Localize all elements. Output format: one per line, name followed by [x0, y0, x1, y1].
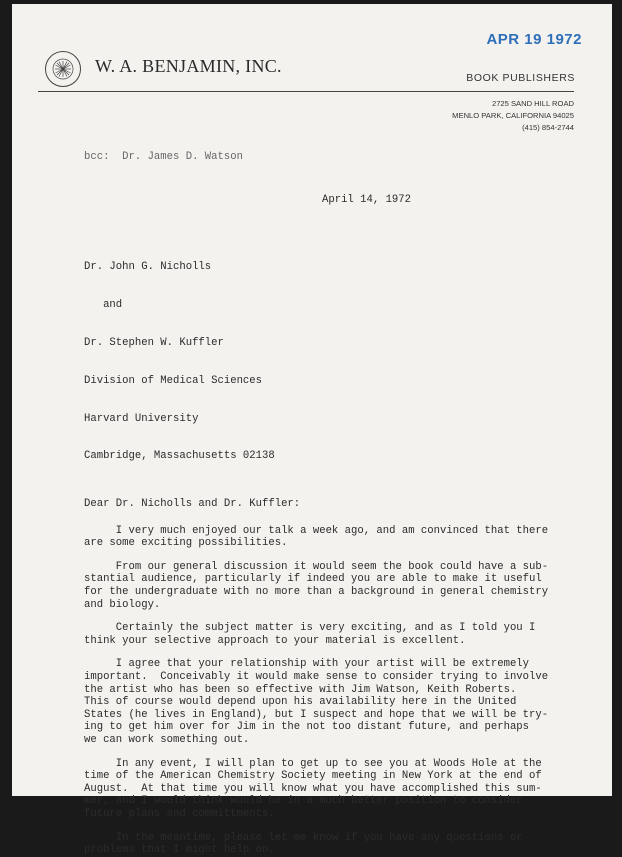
bcc-line: bcc: Dr. James D. Watson [84, 151, 243, 163]
recipient-address [84, 236, 584, 488]
division-label: BOOK PUBLISHERS [466, 72, 575, 84]
address-line: MENLO PARK, CALIFORNIA 94025 [452, 111, 574, 120]
body-paragraph: In the meantime, please let me know if you have any questions or problems that I might help on. [84, 831, 523, 857]
address-line: (415) 854-2744 [522, 123, 574, 132]
recipient-line: Cambridge, Massachusetts 02138 [84, 450, 275, 463]
company-address [452, 98, 574, 134]
body-paragraph: I very much enjoyed our talk a week ago, and am convinced that there are some exciting possibilities. [84, 524, 549, 550]
address-line: 2725 SAND HILL ROAD [491, 99, 574, 108]
body-paragraph: In any event, I will plan to get up to see you at Woods Hole at the time of the American Chemistry Society meeting in New York at the end of August. At that time you will know what you have accomplished this sum- mer, and I would think would be in a much better position to consider future plans and committments. [84, 757, 542, 820]
recipient-line: Dr. Stephen W. Kuffler [84, 336, 224, 349]
recipient-line: Division of Medical Sciences [84, 374, 263, 387]
recipient-line: Harvard University [84, 412, 199, 425]
company-seal-logo [44, 50, 82, 88]
body-paragraph: I agree that your relationship with your artist will be extremely important. Conceivably it would make sense to consider trying to involve the artist who has been so effective with Jim Watson, Keith Roberts. This of course would depend upon his availability here in the United States (he lives in England), but I suspect and hope that we will be try- ing to get him over for Jim in the not too distant future, and perhaps we can work something out. [84, 658, 549, 746]
letter-date: April 14, 1972 [322, 193, 412, 206]
received-date-stamp: APR 19 1972 [486, 31, 582, 48]
body-paragraph: Certainly the subject matter is very exciting, and as I told you I think your selective approach to your material is excellent. [84, 622, 536, 647]
letter-body [84, 151, 584, 857]
company-name: W. A. BENJAMIN, INC. [95, 56, 282, 76]
recipient-line: and [84, 299, 123, 312]
recipient-line: Dr. John G. Nicholls [84, 261, 212, 274]
letterhead-divider [38, 91, 574, 92]
body-paragraph: From our general discussion it would seem the book could have a sub- stantial audience, particularly if indeed you are able to make it useful for the undergraduate with no more than a background in general chemistry and biology. [84, 560, 549, 611]
salutation: Dear Dr. Nicholls and Dr. Kuffler: [84, 498, 301, 511]
